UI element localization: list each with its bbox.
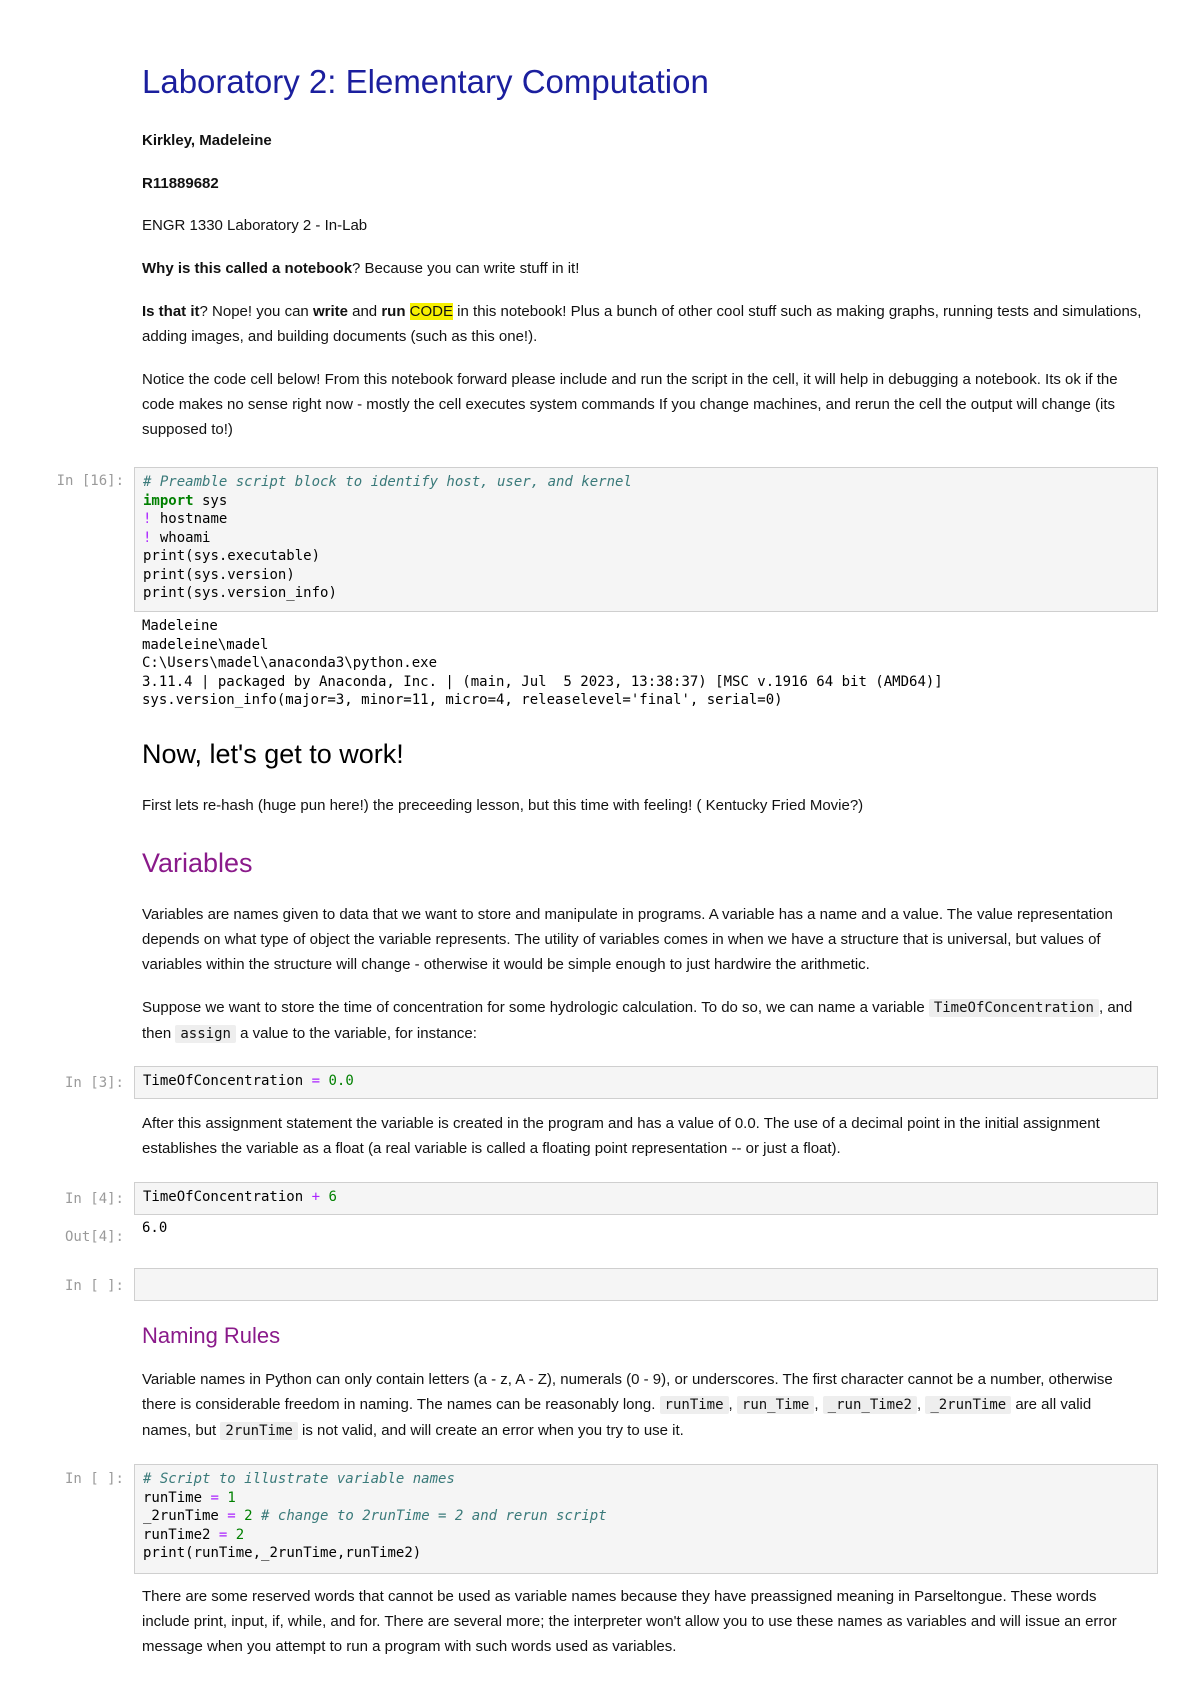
cell-prompt: In [16]:	[56, 473, 124, 489]
code-cell-names[interactable]: # Script to illustrate variable names runTime = 1 _2runTime = 2 # change to 2runTime = 2 and rerun script runTime2 = 2 print(runTime,_2runTime,runTime2)	[134, 1464, 1158, 1574]
notice-paragraph: Notice the code cell below! From this notebook forward please include and run the script in the cell, it will help in debugging a notebook. Its ok if the code makes no sense right now - mostly the cell executes system commands If you change machines, and rerun the cell the output will change (its supposed to!)	[142, 371, 1118, 438]
cell-output: 6.0	[142, 1220, 168, 1236]
author-name: Kirkley, Madeleine	[142, 132, 272, 149]
cell-output: Madeleine madeleine\madel C:\Users\madel\anaconda3\python.exe 3.11.4 | packaged by Anaconda, Inc. | (main, Jul 5 2023, 13:38:37) [MSC v.1916 64 bit (AMD64)] sys.version_info(major=3, minor=11, micro=4, releaselevel='final', serial=0)	[142, 618, 943, 708]
cell-prompt: In [ ]:	[64, 1278, 124, 1294]
naming-paragraph: Variable names in Python can only contain letters (a - z, A - Z), numerals (0 - 9), or underscores. The first character cannot be a number, otherwise there is considerable freedom in naming. The names can be reasonably long. runTime , run_Time , _run_Time2 , _2runTime are all valid names, but 2runTime is not valid, and will create an error when you try to use it.	[142, 1371, 1113, 1439]
code-cell-add[interactable]: TimeOfConcentration + 6	[134, 1182, 1158, 1215]
cell-prompt: In [3]:	[64, 1075, 124, 1091]
code-cell-assign[interactable]: TimeOfConcentration = 0.0	[134, 1066, 1158, 1099]
reserved-words-paragraph: There are some reserved words that cannot be used as variable names because they have preassigned meaning in Parseltongue. These words include print, input, if, while, and for. There are several more; the interpreter won't allow you to use these names as variables and will issue an error message when you attempt to run a program with such words used as variables.	[142, 1588, 1117, 1655]
notebook-question: Why is this called a notebook? Because you can write stuff in it!	[142, 260, 580, 277]
section-heading-naming: Naming Rules	[142, 1323, 281, 1348]
notebook-answer: Is that it? Nope! you can write and run CODE in this notebook! Plus a bunch of other cool stuff such as making graphs, running tests and simulations, adding images, and building documents (such as this one!).	[142, 303, 1142, 345]
float-paragraph: After this assignment statement the variable is created in the program and has a value of 0.0. The use of a decimal point in the initial assignment establishes the variable as a float (a real variable is called a floating point representation -- or just a float).	[142, 1115, 1100, 1157]
out-prompt: Out[4]:	[64, 1229, 124, 1245]
work-paragraph: First lets re-hash (huge pun here!) the preceeding lesson, but this time with feeling! ( Kentucky Fried Movie?)	[142, 797, 864, 814]
code-cell-empty[interactable]	[134, 1268, 1158, 1301]
assign-paragraph: Suppose we want to store the time of concentration for some hydrologic calculation. To do so, we can name a variable TimeOfConcentration , and then assign a value to the variable, for instance:	[142, 999, 1133, 1042]
page-title: Laboratory 2: Elementary Computation	[142, 63, 709, 100]
course-label: ENGR 1330 Laboratory 2 - In-Lab	[142, 217, 368, 234]
section-heading-work: Now, let's get to work!	[142, 739, 404, 769]
cell-prompt: In [ ]:	[64, 1471, 124, 1487]
student-id: R11889682	[142, 175, 219, 192]
cell-prompt: In [4]:	[64, 1191, 124, 1207]
code-cell-preamble[interactable]: # Preamble script block to identify host, user, and kernel import sys ! hostname ! whoami print(sys.executable) print(sys.version) print(sys.version_info)	[134, 467, 1158, 612]
variables-paragraph: Variables are names given to data that we want to store and manipulate in programs. A variable has a name and a value. The value representation depends on what type of object the variable represents. The utility of variables comes in when we have a structure that is universal, but values of variables within the structure will change - otherwise it would be simple enough to just hardwire the arithmetic.	[142, 906, 1113, 973]
section-heading-variables: Variables	[142, 848, 253, 878]
